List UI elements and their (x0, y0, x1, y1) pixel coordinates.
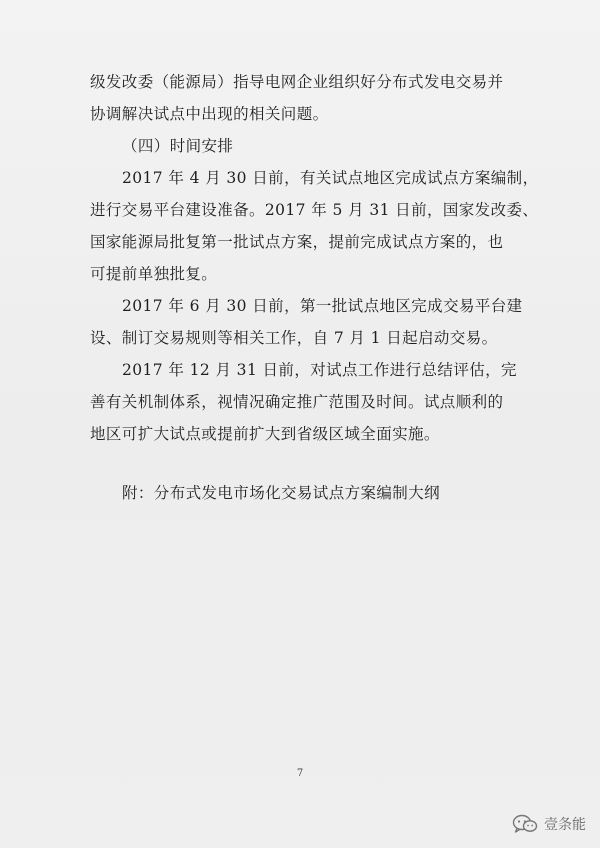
paragraph-line: 协调解决试点中出现的相关问题。 (90, 105, 329, 123)
wechat-icon (512, 814, 538, 834)
watermark (512, 814, 586, 834)
paragraph-line: 2017 年 4 月 30 日前，有关试点地区完成试点方案编制， (122, 169, 539, 187)
paragraph-line: 设、制订交易规则等相关工作，自 7 月 1 日起启动交易。 (90, 329, 498, 347)
attachment-note: 附：分布式发电市场化交易试点方案编制大纲 (122, 484, 441, 502)
paragraph-line: 级发改委（能源局）指导电网企业组织好分布式发电交易并 (90, 73, 504, 91)
paragraph-line: 国家能源局批复第一批试点方案，提前完成试点方案的，也 (90, 233, 504, 251)
paragraph-line: 可提前单独批复。 (90, 265, 218, 283)
watermark-text: 壹条能 (544, 817, 586, 833)
paragraph-line: 地区可扩大试点或提前扩大到省级区域全面实施。 (90, 425, 440, 443)
paragraph-line: 2017 年 6 月 30 日前，第一批试点地区完成交易平台建 (122, 297, 523, 315)
page-number: 7 (296, 768, 304, 779)
document-body (90, 66, 539, 450)
section-heading: （四）时间安排 (122, 137, 234, 155)
paragraph-line: 2017 年 12 月 31 日前，对试点工作进行总结评估，完 (122, 361, 517, 379)
paragraph-line: 进行交易平台建设准备。2017 年 5 月 31 日前，国家发改委、 (90, 201, 539, 219)
paragraph-line: 善有关机制体系，视情况确定推广范围及时间。试点顺利的 (90, 393, 504, 411)
